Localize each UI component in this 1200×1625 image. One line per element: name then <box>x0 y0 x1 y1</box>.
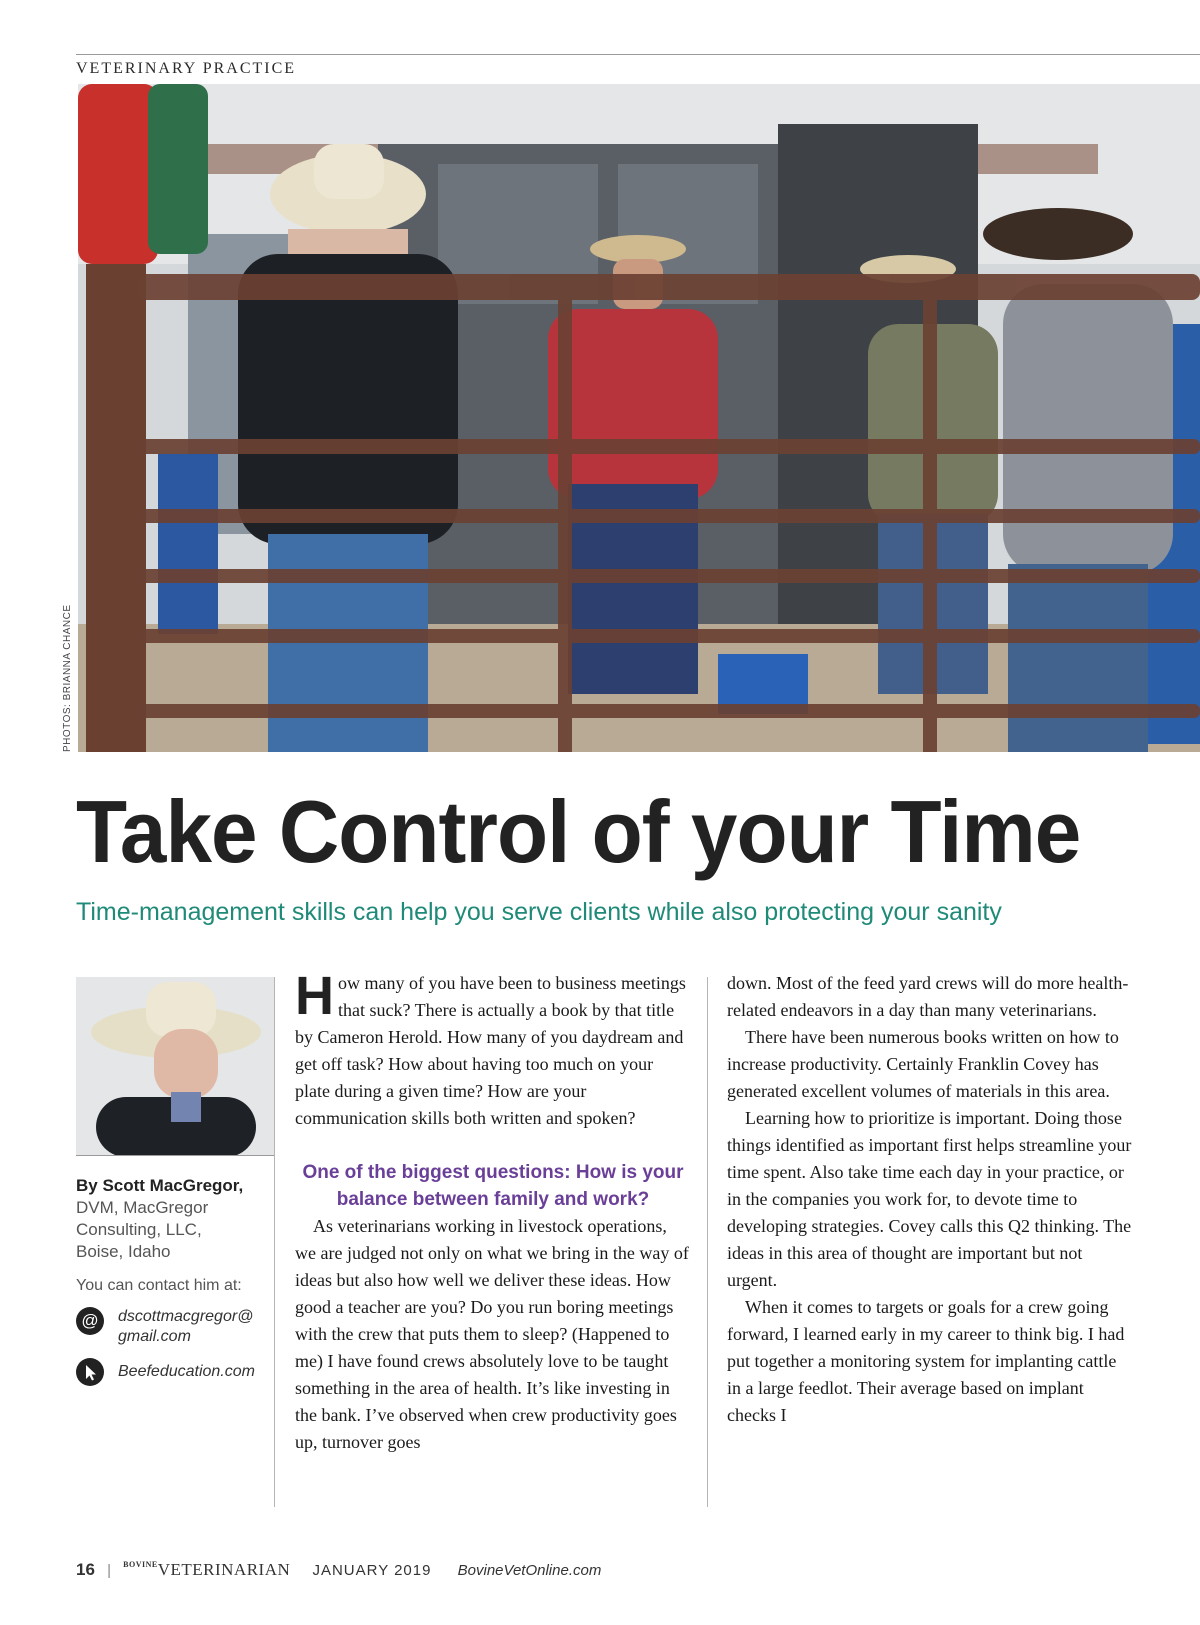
author-photo <box>76 977 274 1155</box>
author-name: By Scott MacGregor, <box>76 1176 244 1195</box>
author-divider <box>76 1155 274 1156</box>
at-sign-icon: @ <box>76 1307 104 1335</box>
footer-separator: | <box>107 1562 111 1579</box>
issue-date: JANUARY 2019 <box>312 1562 432 1579</box>
magazine-logo <box>123 1560 290 1579</box>
author-credentials: DVM, MacGregor Consulting, LLC, Boise, Idaho <box>76 1198 209 1261</box>
contact-website-text[interactable]: Beefeducation.com <box>118 1363 255 1380</box>
page-footer <box>76 1560 601 1580</box>
body-paragraph: down. Most of the feed yard crews will do more health-related endeavors in a day than many veterinarians. <box>727 973 1129 1020</box>
hero-photo-illustration <box>78 84 1200 752</box>
column-divider-1 <box>274 977 275 1507</box>
footer-website-link[interactable]: BovineVetOnline.com <box>457 1562 602 1579</box>
author-byline <box>76 1175 243 1263</box>
page-number: 16 <box>76 1560 95 1579</box>
contact-email-text[interactable]: dscottmacgregor@ gmail.com <box>118 1308 254 1345</box>
article-subtitle: Time-management skills can help you serve clients while also protecting your sanity <box>76 898 1002 926</box>
header-rule <box>76 54 1200 55</box>
hero-photo <box>78 84 1200 752</box>
contact-label: You can contact him at: <box>76 1277 242 1294</box>
logo-small-text: BOVINE <box>123 1560 158 1569</box>
photo-credit: PHOTOS: BRIANNA CHANCE <box>62 604 73 752</box>
intro-paragraph: ow many of you have been to business meetings that suck? There is actually a book by that title by Cameron Herold. How many of you daydream and get off task? How about having too much on your plate during a given time? How are your communication skills both written and spoken? <box>295 973 686 1128</box>
body-paragraph: As veterinarians working in livestock operations, we are judged not only on what we bring in the way of ideas but also how well we deliver these ideas. How good a teacher are you? Do you run boring meetings with the crew that puts them to sleep? (Happened to me) I have found crews absolutely love to be taught something in the area of health. It’s like investing in the bank. I’ve observed when crew productivity goes up, turnover goes <box>295 1216 689 1452</box>
column-divider-2 <box>707 977 708 1507</box>
logo-main-text: VETERINARIAN <box>157 1560 291 1579</box>
article-column-2 <box>727 970 1132 1429</box>
author-portrait-illustration <box>76 977 274 1155</box>
article-title: Take Control of your Time <box>76 782 1081 881</box>
pull-quote: One of the biggest questions: How is your balance between family and work? <box>302 1162 684 1210</box>
article-column-1 <box>295 966 691 1456</box>
section-label: VETERINARY PRACTICE <box>76 60 297 77</box>
cursor-icon <box>76 1358 104 1386</box>
body-paragraph: Learning how to prioritize is important. Doing those things identified as important first helps streamline your time spent. Also take time each day in your practice, or in the companies you work for, to devote time to developing strategies. Covey calls this Q2 thinking. The ideas in this area of thought are important but not urgent. <box>727 1108 1132 1290</box>
body-paragraph: There have been numerous books written on how to increase productivity. Certainly Franklin Covey has generated excellent volumes of materials in this area. <box>727 1027 1119 1101</box>
drop-cap: H <box>295 966 334 1026</box>
body-paragraph: When it comes to targets or goals for a crew going forward, I learned early in my career to think big. I had put together a monitoring system for implanting cattle in a large feedlot. Their average based on implant checks I <box>727 1297 1125 1425</box>
